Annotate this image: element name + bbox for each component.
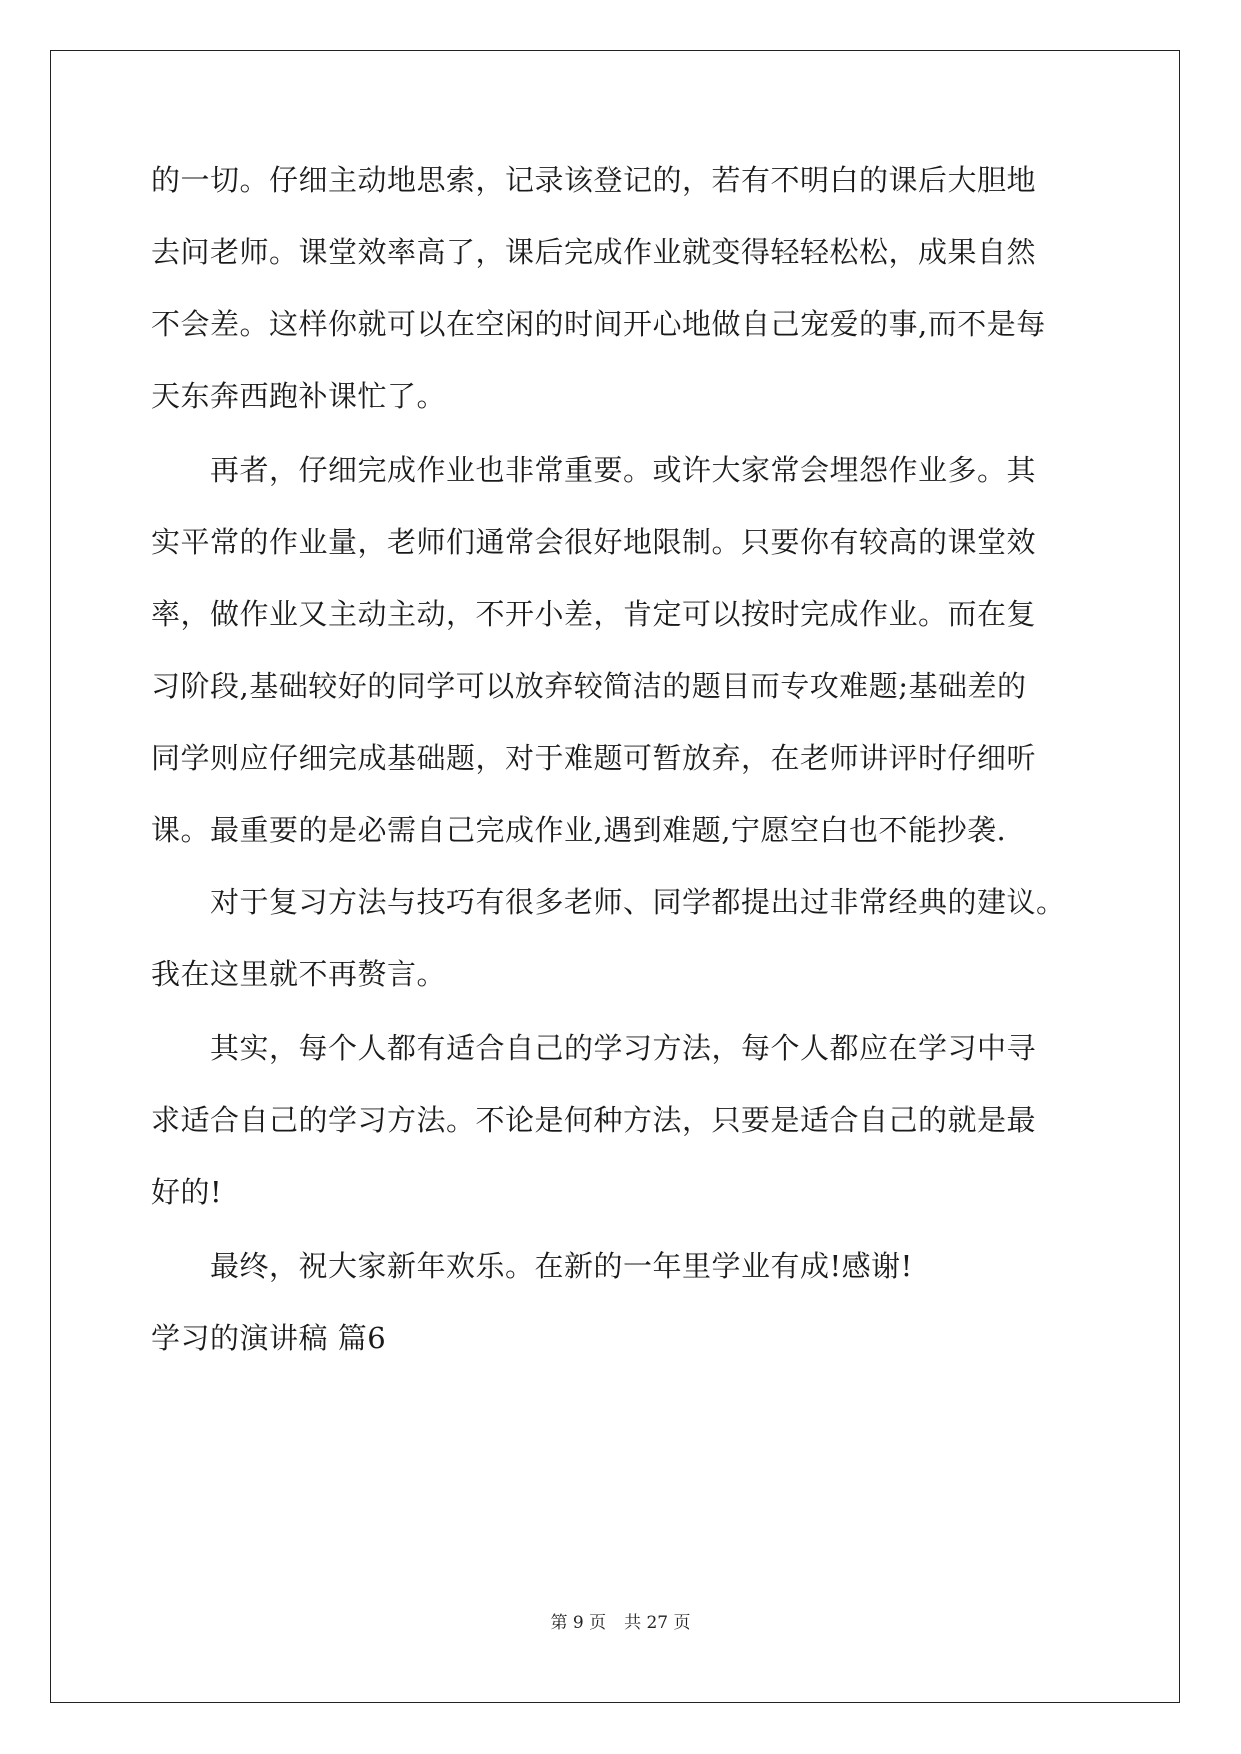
text-line: 好的! — [151, 1175, 223, 1209]
text-line: 率，做作业又主动主动，不开小差，肯定可以按时完成作业。而在复 — [151, 597, 1037, 631]
text-line: 求适合自己的学习方法。不论是何种方法，只要是适合自己的就是最 — [151, 1103, 1037, 1137]
text-line: 其实，每个人都有适合自己的学习方法，每个人都应在学习中寻 — [151, 1031, 1037, 1065]
text-line: 课。最重要的是必需自己完成作业,遇到难题,宁愿空白也不能抄袭. — [151, 813, 1007, 847]
text-line: 我在这里就不再赘言。 — [151, 957, 447, 991]
text-line: 习阶段,基础较好的同学可以放弃较简洁的题目而专攻难题;基础差的 — [151, 669, 1027, 703]
section-heading: 学习的演讲稿 篇6 — [151, 1321, 387, 1355]
page-footer — [0, 1612, 1241, 1634]
text-line: 天东奔西跑补课忙了。 — [151, 379, 447, 413]
text-line: 再者，仔细完成作业也非常重要。或许大家常会埋怨作业多。其 — [151, 453, 1037, 487]
text-line: 去问老师。课堂效率高了，课后完成作业就变得轻轻松松，成果自然 — [151, 235, 1037, 269]
text-line: 同学则应仔细完成基础题，对于难题可暂放弃，在老师讲评时仔细听 — [151, 741, 1037, 775]
page-number: 第 9 页 — [550, 1613, 607, 1633]
text-line: 不会差。这样你就可以在空闲的时间开心地做自己宠爱的事,而不是每 — [151, 307, 1046, 341]
text-line: 的一切。仔细主动地思索，记录该登记的，若有不明白的课后大胆地 — [151, 163, 1037, 197]
text-line: 最终，祝大家新年欢乐。在新的一年里学业有成!感谢! — [151, 1249, 913, 1283]
page-total: 共 27 页 — [624, 1613, 691, 1633]
text-line: 对于复习方法与技巧有很多老师、同学都提出过非常经典的建议。 — [151, 885, 1066, 919]
text-line: 实平常的作业量，老师们通常会很好地限制。只要你有较高的课堂效 — [151, 525, 1037, 559]
page-border — [50, 50, 1180, 1703]
